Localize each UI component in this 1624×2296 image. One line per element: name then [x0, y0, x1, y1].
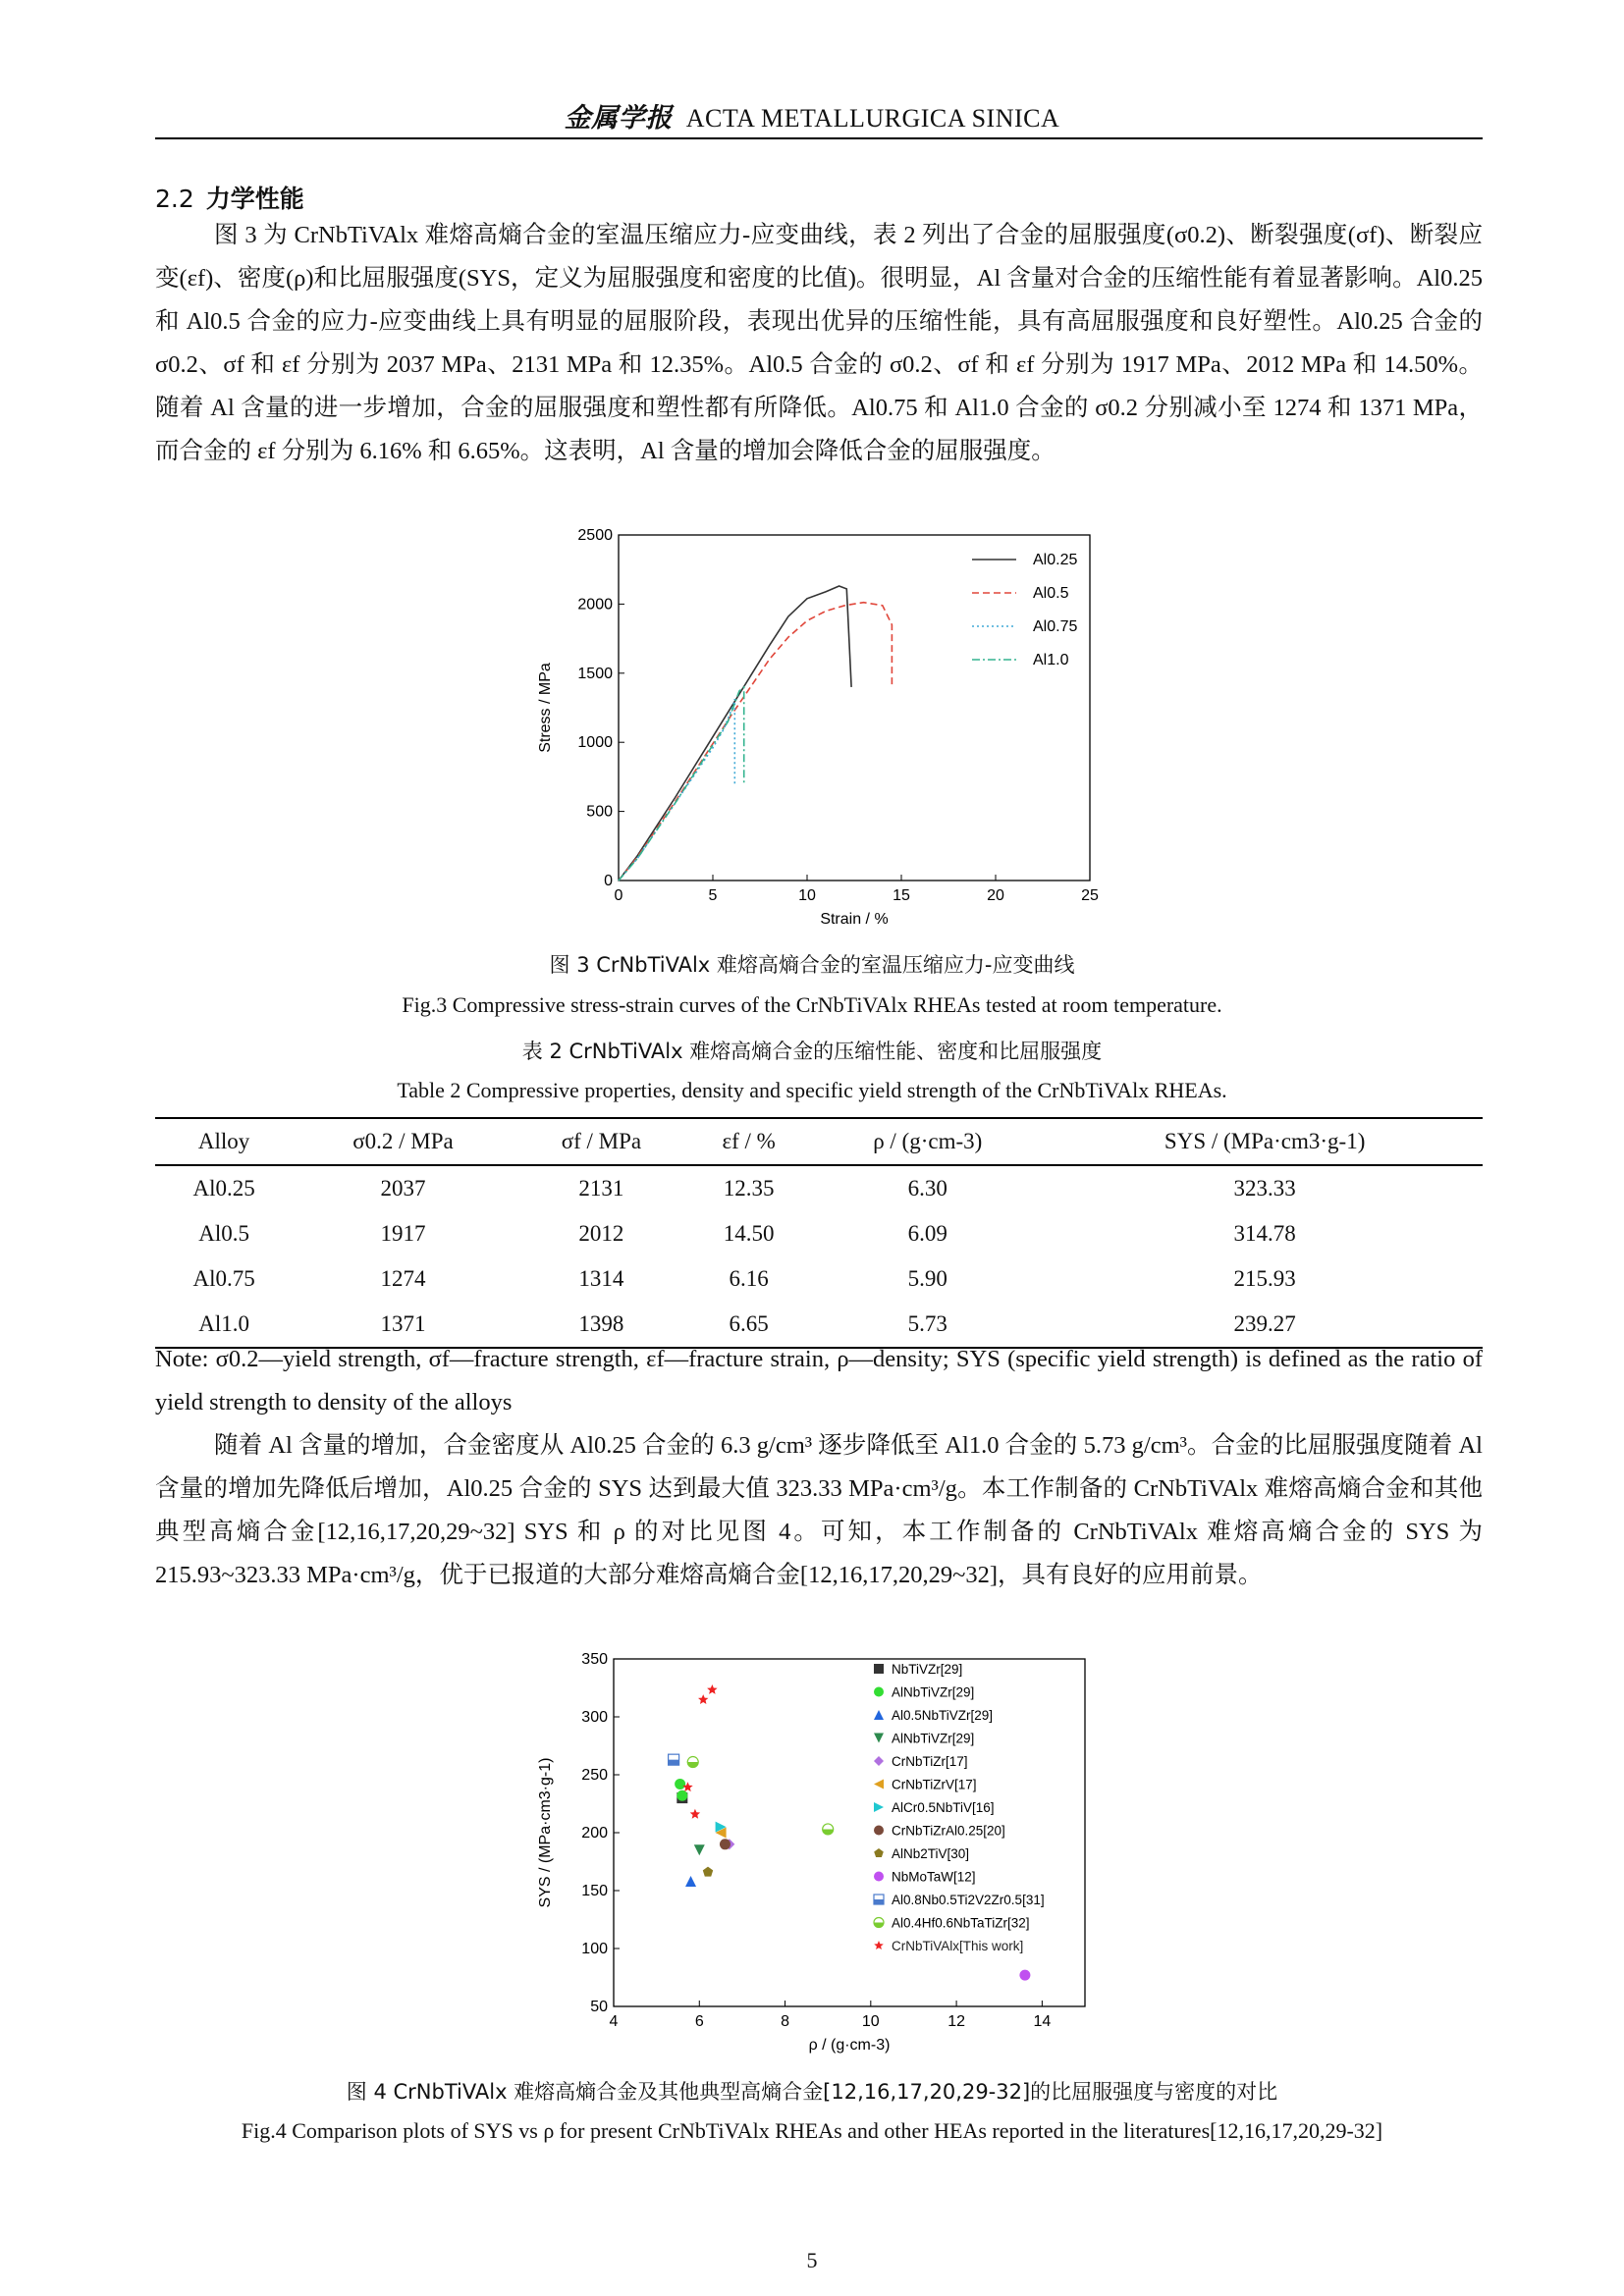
legend-label: NbTiVZr[29]	[892, 1662, 963, 1677]
fig4-chart	[520, 1647, 1110, 2069]
plot-frame	[619, 535, 1090, 881]
x-tick-label: 20	[987, 887, 1004, 904]
data-point	[874, 1780, 884, 1789]
table-cell: 5.73	[808, 1302, 1047, 1348]
journal-name-cn: 金属学报	[564, 103, 673, 133]
y-tick-label: 50	[590, 1999, 608, 2015]
y-tick-label: 300	[581, 1709, 608, 1726]
y-tick-label: 0	[604, 873, 613, 889]
table-cell: 1371	[293, 1302, 514, 1348]
table-cell: 1274	[380, 1266, 426, 1291]
section-heading	[155, 180, 304, 215]
data-point	[685, 1876, 696, 1887]
y-tick-label: 100	[581, 1941, 608, 1957]
table-cell: 2037	[380, 1176, 426, 1201]
table-cell: 6.16	[729, 1266, 769, 1291]
table2	[155, 1117, 1483, 1349]
col-header: εf / %	[689, 1118, 808, 1165]
x-tick-label: 6	[694, 2013, 704, 2030]
x-tick-label: 10	[861, 2013, 880, 2030]
legend-label: AlCr0.5NbTiV[16]	[892, 1800, 995, 1815]
table2-note: Note: σ0.2—yield strength, σf—fracture strength, εf—fracture strain, ρ—density; SYS (specific yield strength) is defined as the ratio of yield strength to density of the alloys	[155, 1346, 1483, 1415]
col-header: Alloy	[155, 1118, 293, 1165]
legend-label: Al0.5	[1033, 585, 1069, 602]
fig3-caption-cn: 图 3 CrNbTiVAlx 难熔高熵合金的室温压缩应力-应变曲线	[549, 953, 1075, 977]
y-tick-label: 1500	[577, 665, 613, 682]
legend-label: Al1.0	[1033, 652, 1069, 668]
legend-label: CrNbTiZr[17]	[892, 1754, 968, 1769]
x-tick-label: 8	[781, 2013, 789, 2030]
table-cell: Al1.0	[155, 1302, 293, 1348]
legend-label: NbMoTaW[12]	[892, 1869, 976, 1885]
table-cell: 6.65	[689, 1302, 808, 1348]
table-cell: 2131	[578, 1176, 624, 1201]
legend-label: Al0.25	[1033, 552, 1078, 568]
y-axis-label: Stress / MPa	[537, 663, 554, 753]
legend-label: Al0.8Nb0.5Ti2V2Zr0.5[31]	[892, 1893, 1045, 1907]
x-axis-label: ρ / (g·cm-3)	[808, 2037, 891, 2054]
data-point	[698, 1694, 708, 1704]
col-header: σf / MPa	[514, 1118, 689, 1165]
table-cell: 215.93	[1233, 1266, 1296, 1291]
data-point-fill	[669, 1760, 679, 1766]
running-header	[0, 96, 1624, 134]
table-cell: Al0.25	[192, 1176, 255, 1201]
data-point	[874, 1872, 884, 1882]
data-point	[874, 1734, 884, 1743]
data-point	[703, 1867, 713, 1877]
col-header: ρ / (g·cm-3)	[808, 1118, 1047, 1165]
legend-label: AlNb2TiV[30]	[892, 1846, 970, 1861]
data-point	[874, 1941, 884, 1949]
data-point	[707, 1684, 718, 1694]
table-cell: 6.09	[907, 1221, 947, 1246]
y-axis-label: SYS / (MPa·cm3·g-1)	[537, 1757, 554, 1908]
table-cell: 14.50	[723, 1221, 775, 1246]
data-point	[675, 1779, 685, 1789]
table-cell: 5.90	[907, 1266, 947, 1291]
x-tick-label: 4	[609, 2013, 619, 2030]
legend-label: Al0.5NbTiVZr[29]	[892, 1708, 994, 1723]
section-title: 力学性能	[205, 185, 304, 213]
journal-name-en: ACTA METALLURGICA SINICA	[685, 104, 1060, 133]
data-point	[874, 1826, 884, 1836]
table-cell: 12.35	[723, 1176, 775, 1201]
x-tick-label: 0	[614, 887, 623, 904]
table-header-row	[155, 1118, 1483, 1165]
y-tick-label: 200	[581, 1825, 608, 1842]
table-row	[155, 1256, 1483, 1302]
x-tick-label: 12	[947, 2013, 965, 2030]
legend-label: Al0.75	[1033, 618, 1078, 635]
table-cell: 239.27	[1047, 1302, 1483, 1348]
y-tick-label: 250	[581, 1767, 608, 1784]
table2-caption-cn: 表 2 CrNbTiVAlx 难熔高熵合金的压缩性能、密度和比屈服强度	[521, 1040, 1103, 1063]
page-number: 5	[806, 2248, 818, 2272]
header-rule	[155, 137, 1483, 139]
x-tick-label: 14	[1033, 2013, 1052, 2030]
y-tick-label: 1000	[577, 734, 613, 752]
plot-frame	[614, 1659, 1085, 2006]
fig4-caption-en: Fig.4 Comparison plots of SYS vs ρ for present CrNbTiVAlx RHEAs and other HEAs reported in the literatures[12,16,17,20,29-32]	[241, 2118, 1383, 2143]
body-text-2	[155, 1424, 1483, 1597]
data-point	[874, 1802, 884, 1812]
fig3-chart	[511, 520, 1119, 942]
y-tick-label: 2500	[577, 527, 613, 544]
legend-label: AlNbTiVZr[29]	[892, 1684, 975, 1700]
table-row	[155, 1165, 1483, 1211]
table2-caption-en: Table 2 Compressive properties, density and specific yield strength of the CrNbTiVAlx RHEAs.	[397, 1078, 1227, 1102]
data-point	[874, 1756, 884, 1766]
x-tick-label: 25	[1081, 887, 1099, 904]
section-number: 2.2	[155, 185, 194, 213]
data-point	[1019, 1970, 1030, 1981]
series-line	[619, 699, 734, 881]
legend-label: CrNbTiZrV[17]	[892, 1777, 977, 1792]
legend-label: Al0.4Hf0.6NbTaTiZr[32]	[892, 1915, 1030, 1931]
data-point	[690, 1809, 700, 1819]
data-point	[874, 1687, 884, 1697]
data-point	[677, 1790, 687, 1801]
table-cell: 1398	[514, 1302, 689, 1348]
x-tick-label: 10	[798, 887, 816, 904]
fig4-caption-cn: 图 4 CrNbTiVAlx 难熔高熵合金及其他典型高熵合金[12,16,17,20,29-32]的比屈服强度与密度的对比	[346, 2080, 1278, 2104]
y-tick-label: 2000	[577, 596, 613, 614]
x-tick-label: 5	[708, 887, 718, 904]
table-cell: 2012	[578, 1221, 624, 1246]
table-row	[155, 1211, 1483, 1256]
x-tick-label: 15	[893, 887, 910, 904]
y-tick-label: 350	[581, 1651, 608, 1668]
table-cell: 314.78	[1233, 1221, 1296, 1246]
table-cell: 1917	[380, 1221, 426, 1246]
data-point	[720, 1839, 731, 1849]
paragraph: 随着 Al 含量的增加，合金密度从 Al0.25 合金的 6.3 g/cm³ 逐步降低至 Al1.0 合金的 5.73 g/cm³。合金的比屈服强度随着 Al 含量的增加先降低后增加，Al0.25 合金的 SYS 达到最大值 323.33 MPa·cm³/g。本工作制备的 CrNbTiVAlx 难熔高熵合金和其他典型高熵合金[12,16,17,20,29~32] SYS 和 ρ 的对比见图 4。可知，本工作制备的 CrNbTiVAlx 难熔高熵合金的 SYS 为 215.93~323.33 MPa·cm³/g，优于已报道的大部分难熔高熵合金[12,16,17,20,29~32]，具有良好的应用前景。	[155, 1432, 1483, 1588]
fig3-caption-en: Fig.3 Compressive stress-strain curves of the CrNbTiVAlx RHEAs tested at room temperature.	[402, 992, 1222, 1017]
table-cell: 323.33	[1233, 1176, 1296, 1201]
series-line	[619, 603, 892, 881]
data-point	[694, 1844, 705, 1855]
data-point-fill	[874, 1899, 884, 1904]
y-tick-label: 150	[581, 1883, 608, 1899]
legend-label: CrNbTiVAlx[This work]	[892, 1939, 1024, 1953]
col-header: SYS / (MPa·cm3·g-1)	[1047, 1118, 1483, 1165]
data-point	[874, 1664, 884, 1674]
col-header: σ0.2 / MPa	[293, 1118, 514, 1165]
table-cell: Al0.5	[198, 1221, 249, 1246]
y-tick-label: 500	[586, 803, 613, 821]
table-cell: 1314	[578, 1266, 624, 1291]
x-axis-label: Strain / %	[820, 911, 889, 928]
data-point	[874, 1848, 884, 1857]
legend-label: AlNbTiVZr[29]	[892, 1731, 975, 1746]
body-text-1	[155, 214, 1483, 473]
legend-label: CrNbTiZrAl0.25[20]	[892, 1823, 1005, 1839]
table-cell: Al0.75	[192, 1266, 255, 1291]
paragraph: 图 3 为 CrNbTiVAlx 难熔高熵合金的室温压缩应力-应变曲线，表 2 列出了合金的屈服强度(σ0.2)、断裂强度(σf)、断裂应变(εf)、密度(ρ)和比屈服强度(SYS，定义为屈服强度和密度的比值)。很明显，Al 含量对合金的压缩性能有着显著影响。Al0.25 和 Al0.5 合金的应力-应变曲线上具有明显的屈服阶段，表现出优异的压缩性能，具有高屈服强度和良好塑性。Al0.25 合金的 σ0.2、σf 和 εf 分别为 2037 MPa、2131 MPa 和 12.35%。Al0.5 合金的 σ0.2、σf 和 εf 分别为 1917 MPa、2012 MPa 和 14.50%。随着 Al 含量的进一步增加，合金的屈服强度和塑性都有所降低。Al0.75 和 Al1.0 合金的 σ0.2 分别减小至 1274 和 1371 MPa，而合金的 εf 分别为 6.16% 和 6.65%。这表明，Al 含量的增加会降低合金的屈服强度。	[155, 222, 1483, 464]
data-point	[874, 1710, 884, 1720]
table-cell: 6.30	[907, 1176, 947, 1201]
